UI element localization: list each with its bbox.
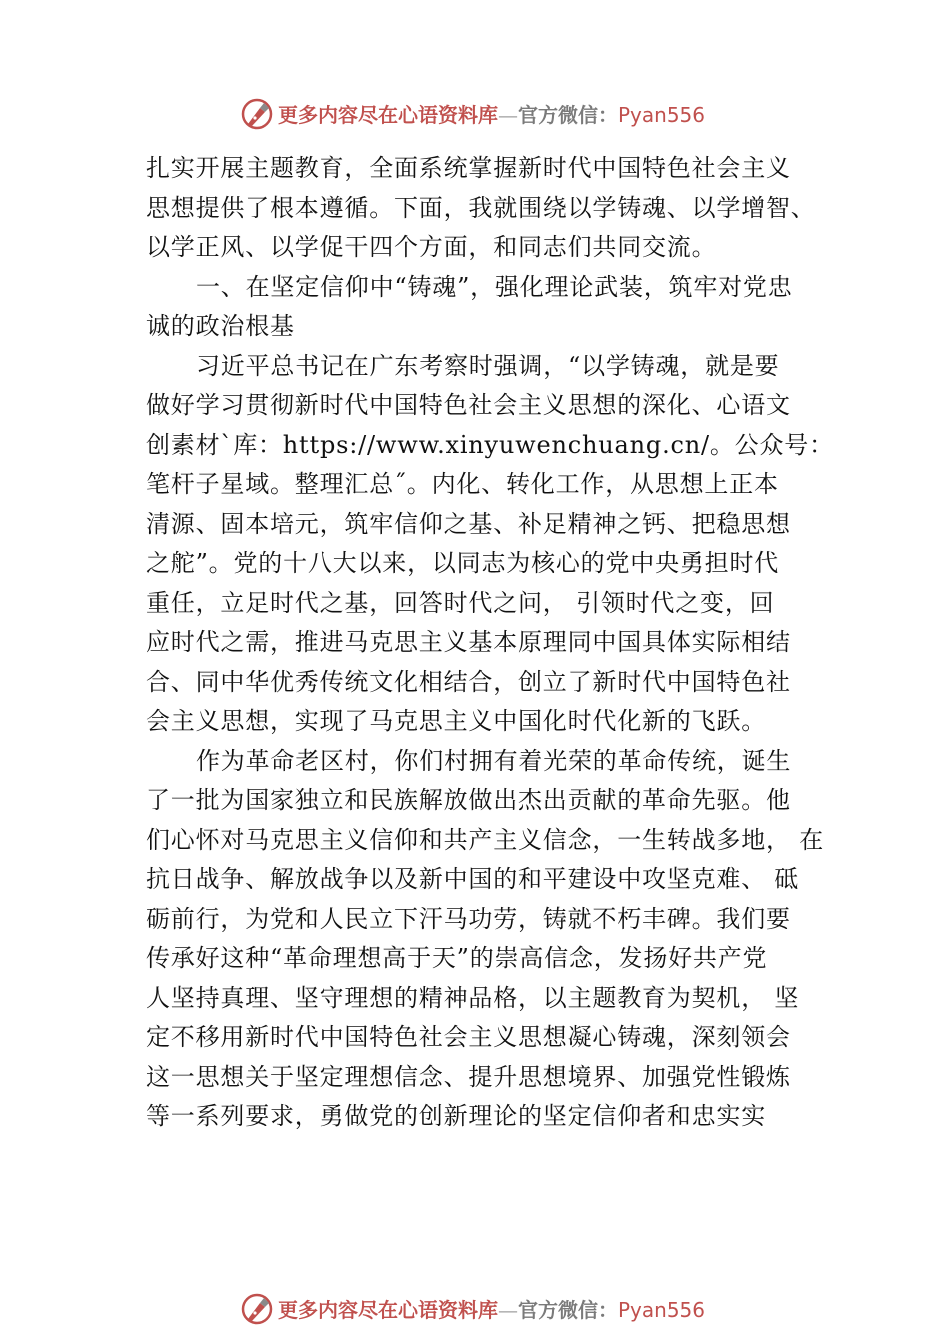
document-body	[146, 149, 834, 1137]
body-line: 之舵”。党的十八大以来，以同志为核心的党中央勇担时代	[146, 549, 780, 577]
banner-main-text: 更多内容尽在心语资料库	[278, 103, 498, 127]
body-line: 创素材`库：https://www.xinyuwenchuang.cn/。公众号：	[146, 430, 834, 459]
body-line: 清源、固本培元，筑牢信仰之基、补足精神之钙、把稳思想	[146, 509, 791, 538]
body-line: 人坚持真理、坚守理想的精神品格，以主题教育为契机， 坚	[146, 983, 800, 1012]
banner-wechat-id: Pyan556	[618, 1298, 706, 1322]
body-line: 砺前行，为党和人民立下汗马功劳，铸就不朽丰碑。我们要	[146, 904, 791, 933]
body-line: 会主义思想，实现了马克思主义中国化时代化新的飞跃。	[146, 707, 766, 735]
body-line: 传承好这种“革命理想高于天”的崇高信念，发扬好共产党	[146, 944, 768, 972]
banner-text	[278, 1296, 705, 1324]
body-line: 们心怀对马克思主义信仰和共产主义信念，一生转战多地， 在	[146, 825, 825, 854]
body-line: 重任，立足时代之基，回答时代之问， 引领时代之变，回	[146, 588, 775, 617]
pen-nib-logo-icon	[240, 1292, 274, 1326]
body-line: 扎实开展主题教育，全面系统掌握新时代中国特色社会主义	[146, 154, 791, 182]
body-line: 了一批为国家独立和民族解放做出杰出贡献的革命先驱。他	[146, 786, 791, 814]
banner-wechat-id: Pyan556	[618, 103, 706, 127]
pen-nib-logo-icon	[240, 97, 274, 131]
banner-wechat-label: 官方微信：	[518, 103, 618, 127]
section-heading-line: 一、在坚定信仰中“铸魂”，强化理论武装，筑牢对党忠	[196, 272, 793, 301]
banner-dash: —	[498, 103, 518, 127]
banner-wechat-label: 官方微信：	[518, 1298, 618, 1322]
body-line: 定不移用新时代中国特色社会主义思想凝心铸魂，深刻领会	[146, 1023, 791, 1051]
banner-main-text: 更多内容尽在心语资料库	[278, 1298, 498, 1322]
banner-dash: —	[498, 1298, 518, 1322]
body-line: 合、同中华优秀传统文化相结合，创立了新时代中国特色社	[146, 667, 791, 696]
body-line: 等一系列要求，勇做党的创新理论的坚定信仰者和忠实实	[146, 1102, 766, 1130]
banner-text	[278, 101, 705, 129]
body-line: 应时代之需，推进马克思主义基本原理同中国具体实际相结	[146, 628, 791, 656]
section-heading-line: 诚的政治根基	[146, 312, 295, 340]
body-line: 思想提供了根本遵循。下面，我就围绕以学铸魂、以学增智、	[146, 193, 816, 222]
body-line: 作为革命老区村，你们村拥有着光荣的革命传统，诞生	[196, 746, 792, 775]
body-line: 做好学习贯彻新时代中国特色社会主义思想的深化、心语文	[146, 391, 791, 419]
body-line: 习近平总书记在广东考察时强调，“以学铸魂，就是要	[196, 351, 780, 380]
footer-banner	[0, 1290, 950, 1330]
header-banner	[0, 95, 950, 135]
body-line: 抗日战争、解放战争以及新中国的和平建设中攻坚克难、 砥	[146, 865, 800, 893]
body-line: 以学正风、以学促干四个方面，和同志们共同交流。	[146, 233, 717, 261]
body-line: 笔杆子星域。整理汇总˝。内化、转化工作，从思想上正本	[146, 470, 779, 498]
body-line: 这一思想关于坚定理想信念、提升思想境界、加强党性锻炼	[146, 1062, 791, 1091]
